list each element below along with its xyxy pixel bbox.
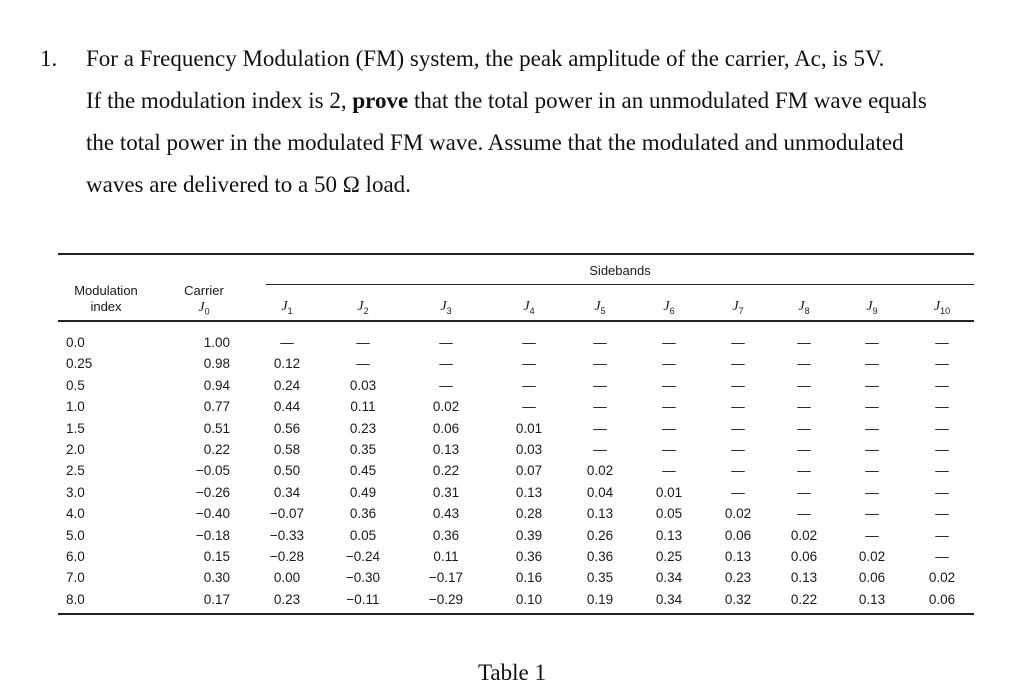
sideband-cell: −0.24 — [345, 548, 381, 564]
sideband-cell: — — [662, 335, 676, 350]
modulation-index-cell: 7.0 — [66, 570, 85, 586]
sideband-cell: — — [797, 484, 811, 500]
table-row — [58, 570, 974, 591]
carrier-cell: 1.00 — [203, 335, 230, 350]
sideband-cell: 0.43 — [432, 506, 460, 522]
carrier-header-line-1: Carrier — [184, 283, 224, 298]
modulation-index-cell: 0.5 — [66, 377, 85, 393]
table-top-rule — [58, 253, 974, 255]
sidebands-rule — [266, 284, 974, 285]
sideband-header-sym: J — [663, 299, 670, 314]
sideband-cell: — — [935, 463, 949, 479]
sideband-cell: — — [593, 356, 607, 372]
sideband-header-sub: 10 — [940, 305, 951, 316]
sideband-cell: 0.39 — [515, 527, 543, 543]
sideband-cell: 0.49 — [349, 484, 377, 500]
sideband-cell: −0.17 — [428, 570, 464, 586]
table-row — [58, 421, 974, 442]
sideband-header-sub: 4 — [529, 305, 535, 316]
sideband-cell: 0.00 — [273, 570, 301, 586]
sideband-cell: 0.34 — [273, 484, 301, 500]
sideband-cell: 0.06 — [790, 548, 818, 564]
sideband-cell: — — [797, 377, 811, 393]
sideband-cell: −0.33 — [269, 527, 305, 543]
question-line-2-end: that the total power in an unmodulated FM wave equals — [408, 88, 927, 113]
sideband-header-j1 — [267, 299, 307, 316]
sideband-header-sym: J — [933, 299, 941, 314]
question-line-3: the total power in the modulated FM wave. Assume that the modulated and unmodulated — [86, 130, 904, 155]
modulation-index-cell: 2.0 — [66, 441, 85, 457]
table-row — [58, 399, 974, 420]
carrier-header-symbol — [174, 299, 234, 320]
sideband-header-j8 — [784, 299, 824, 316]
sideband-cell: — — [356, 356, 370, 372]
carrier-cell: 0.15 — [203, 548, 230, 564]
modulation-index-cell: 4.0 — [66, 506, 85, 522]
carrier-cell: 0.22 — [203, 441, 230, 457]
sideband-cell: — — [935, 527, 949, 543]
sideband-cell: −0.30 — [345, 570, 381, 586]
sideband-cell: — — [865, 377, 879, 393]
sideband-cell: — — [522, 399, 536, 415]
carrier-cell: −0.40 — [195, 506, 230, 522]
question-line-4: waves are delivered to a 50 Ω load. — [86, 172, 411, 197]
question-bold-word: prove — [352, 88, 409, 113]
sideband-cell: 0.34 — [655, 570, 683, 586]
sideband-cell: — — [593, 399, 607, 415]
sideband-cell: 0.26 — [586, 527, 614, 543]
carrier-header — [174, 283, 234, 320]
sideband-cell: — — [797, 399, 811, 415]
sideband-cell: — — [865, 356, 879, 372]
sideband-cell: — — [731, 335, 745, 350]
sideband-header-sub: 8 — [804, 305, 810, 316]
sideband-cell: −0.07 — [269, 506, 305, 522]
sideband-header-sym: J — [732, 299, 739, 314]
sideband-cell: 0.02 — [790, 527, 818, 543]
table-row — [58, 549, 974, 570]
sideband-cell: — — [662, 441, 676, 457]
sideband-cell: — — [797, 335, 811, 350]
sideband-cell: 0.11 — [350, 399, 376, 415]
sideband-cell: 0.02 — [586, 463, 614, 479]
sideband-cell: — — [797, 420, 811, 436]
sideband-cell: 0.05 — [655, 506, 683, 522]
question-line-2-start: If the modulation index is 2, — [86, 88, 353, 113]
carrier-sym: J — [198, 300, 205, 315]
sideband-cell: −0.29 — [428, 591, 464, 607]
sideband-cell: — — [593, 335, 607, 350]
modulation-index-cell: 1.0 — [66, 399, 85, 415]
sideband-header-sym: J — [523, 299, 530, 314]
sideband-cell: 0.36 — [515, 548, 543, 564]
sideband-cell: — — [935, 399, 949, 415]
sideband-header-sub: 6 — [669, 305, 675, 316]
sideband-cell: 0.31 — [432, 484, 460, 500]
sideband-cell: — — [865, 463, 879, 479]
sideband-cell: — — [865, 335, 879, 350]
sideband-cell: 0.13 — [724, 548, 752, 564]
modulation-index-cell: 6.0 — [66, 548, 85, 564]
sideband-cell: — — [522, 356, 536, 372]
sideband-cell: 0.22 — [432, 463, 460, 479]
sideband-cell: — — [935, 356, 949, 372]
sideband-cell: — — [865, 484, 879, 500]
modulation-index-cell: 3.0 — [66, 484, 85, 500]
sideband-cell: 0.06 — [432, 420, 460, 436]
sideband-cell: 0.13 — [858, 591, 886, 607]
sideband-cell: 0.02 — [928, 570, 956, 586]
sideband-cell: — — [522, 377, 536, 393]
sideband-cell: — — [662, 420, 676, 436]
sideband-cell: — — [935, 377, 949, 393]
sideband-cell: — — [662, 377, 676, 393]
table-row — [58, 528, 974, 549]
sideband-cell: — — [731, 463, 745, 479]
table-row — [58, 506, 974, 527]
sideband-cell: — — [935, 441, 949, 457]
sideband-cell: — — [935, 506, 949, 522]
sideband-cell: 0.35 — [586, 570, 614, 586]
modulation-index-cell: 2.5 — [66, 463, 85, 479]
sideband-cell: 0.19 — [586, 591, 614, 607]
sideband-cell: 0.06 — [858, 570, 886, 586]
sideband-cell: 0.16 — [515, 570, 543, 586]
table-row — [58, 378, 974, 399]
sideband-cell: 0.50 — [273, 463, 301, 479]
sideband-header-j4 — [509, 299, 549, 316]
table-row — [58, 442, 974, 463]
carrier-cell: 0.51 — [203, 420, 230, 436]
sideband-cell: −0.11 — [346, 591, 380, 607]
modulation-index-cell: 0.0 — [66, 335, 85, 350]
sideband-cell: — — [797, 441, 811, 457]
sideband-cell: 0.12 — [273, 356, 301, 372]
sideband-header-j10 — [922, 299, 962, 316]
sideband-cell: — — [731, 441, 745, 457]
sideband-cell: — — [865, 441, 879, 457]
sideband-cell: — — [797, 506, 811, 522]
sideband-header-sym: J — [357, 299, 364, 314]
sideband-cell: 0.01 — [655, 484, 683, 500]
sideband-cell: — — [593, 441, 607, 457]
sideband-cell: 0.11 — [433, 548, 459, 564]
sideband-cell: 0.32 — [724, 591, 752, 607]
sideband-header-j3 — [426, 299, 466, 316]
sideband-cell: 0.04 — [586, 484, 614, 500]
sideband-cell: 0.58 — [273, 441, 301, 457]
carrier-sub: 0 — [204, 306, 210, 317]
question-block — [40, 38, 1020, 206]
table-body — [58, 335, 974, 613]
sideband-cell: 0.07 — [515, 463, 543, 479]
sideband-cell: 0.36 — [432, 527, 460, 543]
sideband-cell: 0.34 — [655, 591, 683, 607]
sideband-cell: 0.05 — [349, 527, 377, 543]
sideband-cell: 0.28 — [515, 506, 543, 522]
sideband-cell: 0.22 — [790, 591, 818, 607]
table-caption: Table 1 — [477, 660, 546, 685]
modulation-index-cell: 0.25 — [66, 356, 93, 372]
mod-header-line-2: index — [90, 299, 122, 314]
sideband-cell: — — [865, 399, 879, 415]
sideband-cell: — — [935, 484, 949, 500]
sideband-cell: 0.23 — [349, 420, 377, 436]
carrier-cell: 0.17 — [203, 591, 230, 607]
carrier-cell: 0.98 — [203, 356, 230, 372]
sideband-header-j2 — [343, 299, 383, 316]
table-header-rule — [58, 320, 974, 322]
sideband-cell: — — [356, 335, 370, 350]
sideband-cell: 0.13 — [432, 441, 460, 457]
sideband-cell: — — [935, 335, 949, 350]
question-line-2 — [86, 80, 1020, 122]
sideband-header-j6 — [649, 299, 689, 316]
sideband-cell: 0.02 — [724, 506, 752, 522]
sideband-cell: 0.03 — [349, 377, 377, 393]
sideband-cell: — — [797, 463, 811, 479]
sideband-cell: — — [439, 356, 453, 372]
sideband-cell: 0.02 — [432, 399, 460, 415]
sideband-cell: 0.45 — [349, 463, 377, 479]
sideband-cell: −0.28 — [269, 548, 305, 564]
sideband-header-sym: J — [866, 299, 873, 314]
sideband-header-j9 — [852, 299, 892, 316]
sideband-header-sym: J — [281, 299, 288, 314]
table-row — [58, 463, 974, 484]
sideband-cell: 0.01 — [515, 420, 543, 436]
sideband-cell: 0.44 — [273, 399, 301, 415]
sideband-header-j5 — [580, 299, 620, 316]
sideband-cell: — — [935, 548, 949, 564]
sideband-header-sym: J — [594, 299, 601, 314]
carrier-cell: −0.26 — [195, 484, 230, 500]
sideband-cell: — — [593, 377, 607, 393]
sideband-cell: 0.24 — [273, 377, 301, 393]
sideband-cell: — — [439, 335, 453, 350]
mod-header-line-1: Modulation — [74, 283, 138, 298]
carrier-cell: −0.05 — [195, 463, 230, 479]
sideband-cell: 0.13 — [586, 506, 614, 522]
sideband-cell: — — [662, 463, 676, 479]
sideband-header-sym: J — [798, 299, 805, 314]
table-row — [58, 335, 974, 356]
sideband-header-sym: J — [440, 299, 447, 314]
sideband-cell: 0.06 — [724, 527, 752, 543]
sideband-cell: — — [593, 420, 607, 436]
modulation-index-cell: 8.0 — [66, 591, 85, 607]
sideband-cell: — — [439, 377, 453, 393]
sideband-cell: 0.56 — [273, 420, 301, 436]
sideband-header-sub: 3 — [446, 305, 452, 316]
sideband-cell: — — [731, 356, 745, 372]
sideband-cell: — — [731, 399, 745, 415]
sideband-cell: 0.23 — [273, 591, 301, 607]
sideband-cell: 0.23 — [724, 570, 752, 586]
question-number: 1. — [40, 46, 58, 71]
table-row — [58, 592, 974, 613]
sideband-cell: — — [731, 484, 745, 500]
carrier-cell: −0.18 — [195, 527, 230, 543]
question-line-1: For a Frequency Modulation (FM) system, the peak amplitude of the carrier, Ac, is 5V. — [86, 46, 885, 71]
sideband-cell: — — [662, 399, 676, 415]
sideband-header-sub: 2 — [363, 305, 369, 316]
sideband-cell: — — [797, 356, 811, 372]
modulation-index-header — [58, 283, 154, 315]
table-bottom-rule — [58, 613, 974, 615]
sideband-cell: — — [865, 527, 879, 543]
sideband-cell: — — [662, 356, 676, 372]
sideband-cell: 0.13 — [655, 527, 683, 543]
sideband-cell: — — [522, 335, 536, 350]
sideband-cell: 0.13 — [515, 484, 543, 500]
sideband-header-j7 — [718, 299, 758, 316]
carrier-cell: 0.77 — [203, 399, 230, 415]
sideband-cell: 0.35 — [349, 441, 377, 457]
carrier-cell: 0.30 — [203, 570, 230, 586]
question-text — [86, 38, 1020, 206]
sideband-cell: — — [731, 377, 745, 393]
sideband-cell: 0.03 — [515, 441, 543, 457]
sideband-cell: 0.02 — [858, 548, 886, 564]
table-row — [58, 485, 974, 506]
sideband-cell: 0.36 — [586, 548, 614, 564]
sideband-header-sub: 5 — [600, 305, 606, 316]
sideband-cell: — — [280, 335, 294, 350]
sideband-header-sub: 9 — [872, 305, 878, 316]
sidebands-header: Sidebands — [589, 263, 651, 278]
sideband-cell: 0.36 — [349, 506, 377, 522]
sideband-cell: — — [935, 420, 949, 436]
sideband-cell: 0.13 — [790, 570, 818, 586]
sideband-header-sub: 7 — [738, 305, 744, 316]
sideband-cell: — — [865, 420, 879, 436]
sideband-cell: 0.10 — [515, 591, 543, 607]
sideband-cell: — — [731, 420, 745, 436]
sideband-cell: 0.06 — [928, 591, 956, 607]
sideband-cell: — — [865, 506, 879, 522]
carrier-cell: 0.94 — [203, 377, 230, 393]
modulation-index-cell: 1.5 — [66, 420, 85, 436]
sideband-cell: 0.25 — [655, 548, 683, 564]
modulation-index-cell: 5.0 — [66, 527, 85, 543]
table-row — [58, 356, 974, 377]
sideband-header-sub: 1 — [287, 305, 293, 316]
